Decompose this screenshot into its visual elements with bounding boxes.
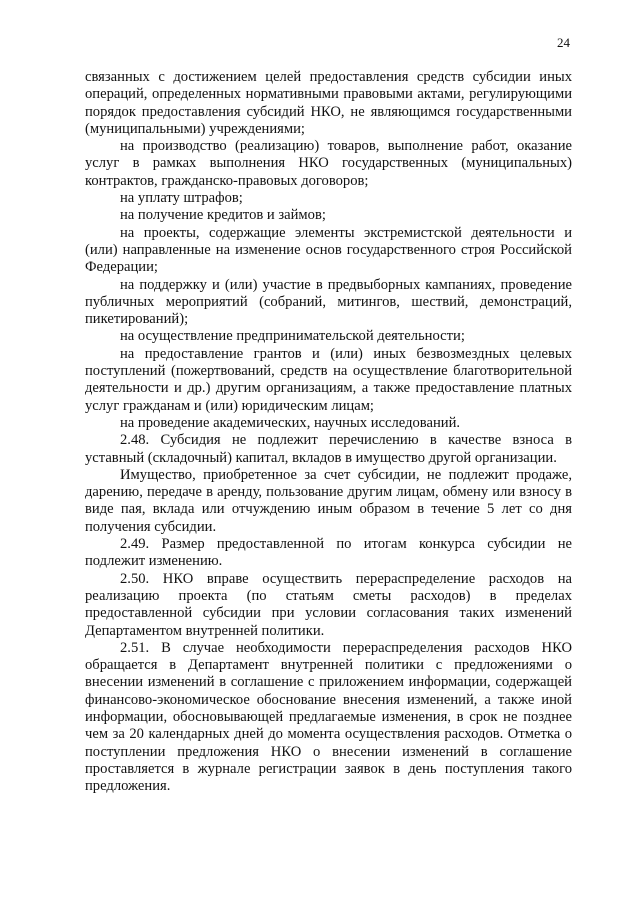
paragraph-research: на проведение академических, научных исследований. [120, 414, 461, 431]
paragraph-fines: на уплату штрафов; [120, 190, 243, 207]
paragraph-loans: на получение кредитов и займов; [120, 207, 326, 224]
paragraph-business-activity: на осуществление предпринимательской деятельности; [120, 328, 465, 345]
paragraph-2-51: 2.51. В случае необходимости перераспределения расходов НКО обращается в Департамент внутренней политики с предложениями о внесении изменений в соглашение с приложением информации, содержащей финансово-экономическое обоснование внесения изменений, а также иной информации, обосновывающей предлагаемые изменения, в срок не позднее чем за 20 календарных дней до момента осуществления расходов. Отметка о поступлении предложения НКО о внесении изменений в соглашение проставляется в журнале регистрации заявок в день поступления такого предложения. [85, 639, 572, 795]
paragraph-property: Имущество, приобретенное за счет субсидии, не подлежит продаже, дарению, передаче в аренду, пользование другим лицам, обмену или взносу в виде пая, вклада или отчуждению иным образом в течение 5 лет со дня получения субсидии. [85, 466, 572, 535]
paragraph-2-50: 2.50. НКО вправе осуществить перераспределение расходов на реализацию проекта (по статьям сметы расходов) в пределах предоставленной субсидии при условии согласования таких изменений Департаментом внутренней политики. [85, 570, 572, 639]
paragraph-2-49: 2.49. Размер предоставленной по итогам конкурса субсидии не подлежит изменению. [85, 536, 572, 570]
paragraph-continuation: связанных с достижением целей предоставления средств субсидии иных операций, определенных нормативными правовыми актами, регулирующими порядок предоставления субсидий НКО, не являющимся государственными (муниципальными) учреждениями; [85, 69, 572, 137]
paragraph-extremist-projects: на проекты, содержащие элементы экстремистской деятельности и (или) направленные на изменение основ государственного строя Российской Федерации; [85, 224, 572, 276]
paragraph-election-campaigns: на поддержку и (или) участие в предвыборных кампаниях, проведение публичных мероприятий (собраний, митингов, шествий, демонстраций, пикетирований); [85, 276, 572, 328]
paragraph-production-goods: на производство (реализацию) товаров, выполнение работ, оказание услуг в рамках выполнения НКО государственных (муниципальных) контрактов, гражданско-правовых договоров; [85, 138, 572, 189]
paragraph-grants: на предоставление грантов и (или) иных безвозмездных целевых поступлений (пожертвований, средств на осуществление благотворительной деятельности и др.) другим организациям, а также предоставление платных услуг гражданам и (или) юридическим лицам; [85, 345, 572, 414]
page-number: 24 [557, 35, 570, 50]
document-body [85, 69, 572, 795]
paragraph-2-48: 2.48. Субсидия не подлежит перечислению в качестве взноса в уставный (складочный) капитал, вкладов в имущество другой организации. [85, 432, 572, 466]
